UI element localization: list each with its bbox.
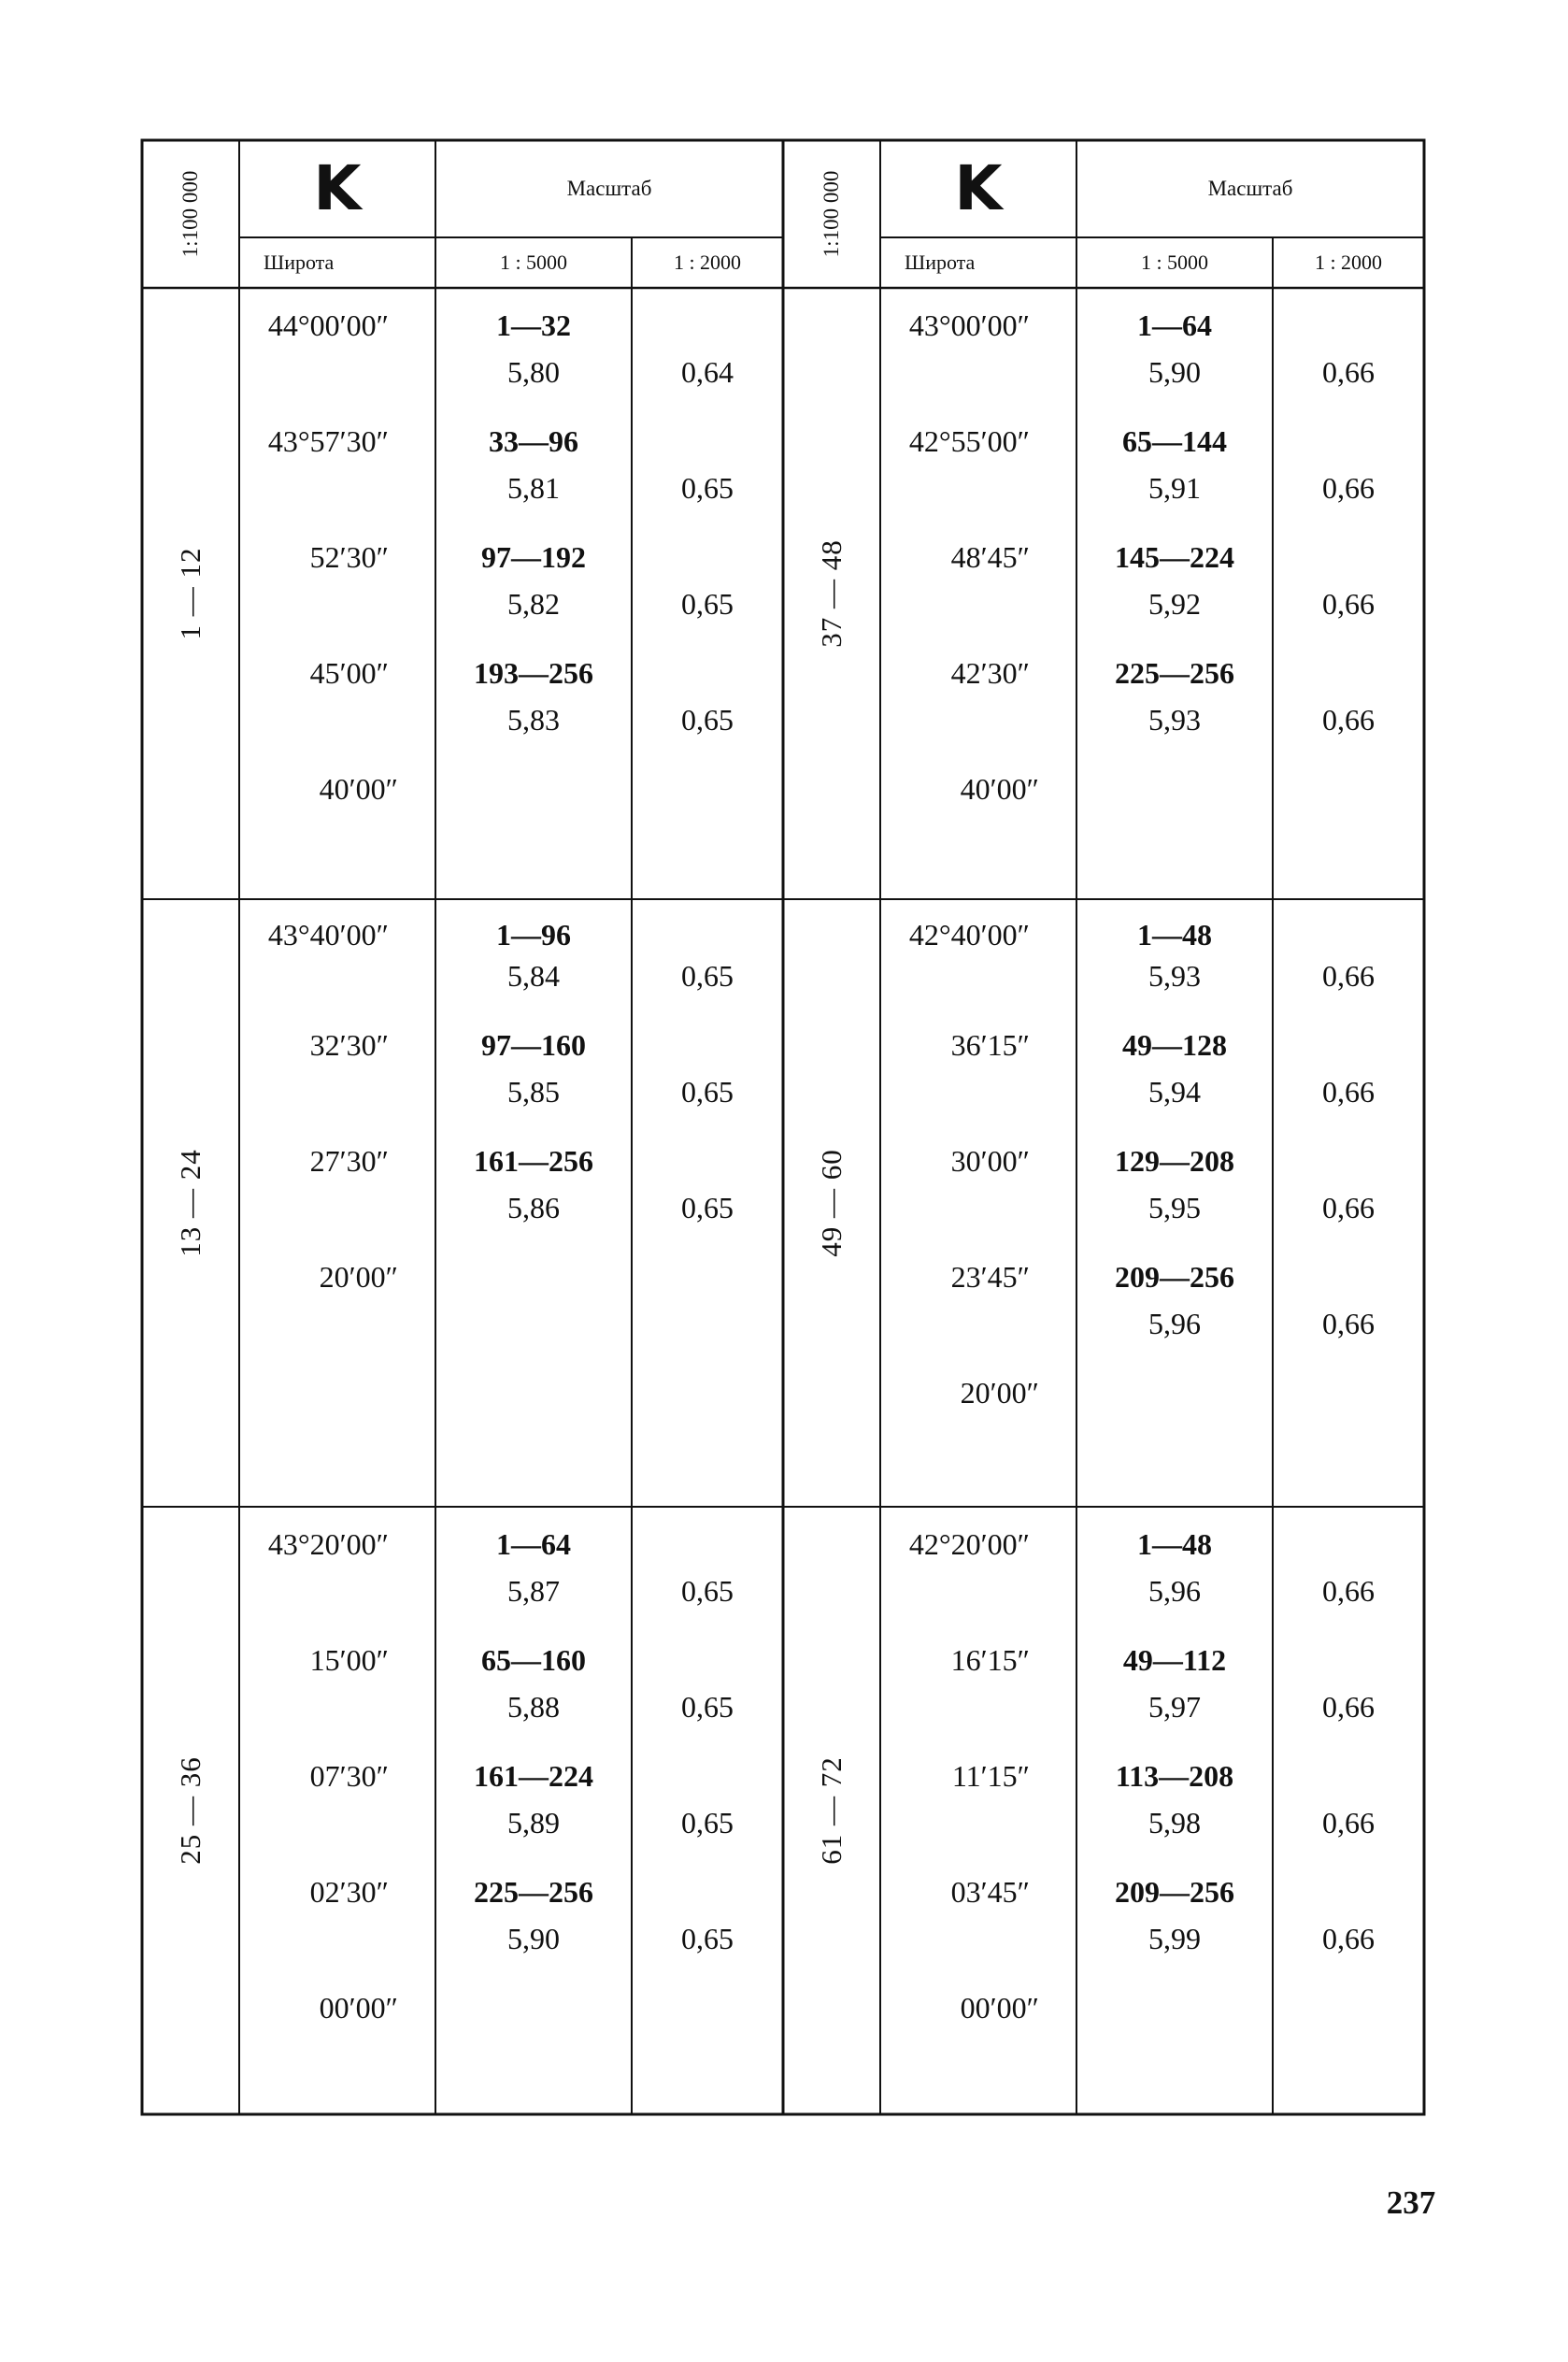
factor-5000: 5,83	[507, 703, 560, 737]
table-row	[239, 654, 783, 770]
factor-2000: 0,66	[1322, 1574, 1375, 1608]
sheet-range: 49—112	[1122, 1643, 1227, 1677]
band-label	[142, 1507, 239, 2114]
scale-100000-label: 1:100 000	[820, 170, 843, 258]
factor-2000: 0,66	[1322, 1075, 1375, 1109]
scale-2000-column-header: 1 : 2000	[1314, 251, 1383, 274]
factor-2000: 0,65	[681, 1806, 734, 1839]
factor-2000: 0,66	[1322, 1191, 1375, 1224]
sheet-range: 97—160	[481, 1028, 586, 1062]
sheet-range: 49—128	[1122, 1028, 1227, 1062]
page-number: 237	[1386, 2184, 1436, 2221]
band-label	[783, 899, 880, 1507]
sheet-range: 209—256	[1115, 1875, 1234, 1909]
sheet-range: 1—64	[496, 1527, 571, 1561]
factor-2000: 0,66	[1322, 1690, 1375, 1724]
band-label	[142, 899, 239, 1507]
factor-2000: 0,65	[681, 587, 734, 621]
factor-5000: 5,98	[1148, 1806, 1201, 1839]
band-label-text: 49 — 60	[815, 1149, 848, 1257]
sheet-range: 225—256	[474, 1875, 593, 1909]
table-row	[239, 422, 783, 538]
masshtab-heading: Масштаб	[1207, 177, 1293, 200]
latitude-value: 42°55′00″	[908, 424, 1030, 458]
factor-2000: 0,65	[681, 1191, 734, 1224]
sheet-range: 1—32	[496, 308, 571, 342]
latitude-value: 32′30″	[309, 1028, 389, 1062]
header-scale-100000	[142, 140, 239, 288]
latitude-value: 43°00′00″	[908, 308, 1030, 342]
table-row	[880, 654, 1424, 770]
band-label-text: 1 — 12	[174, 547, 207, 640]
sheet-range: 33—96	[489, 424, 578, 458]
table-row	[880, 1757, 1424, 1873]
factor-5000: 5,96	[1148, 1307, 1201, 1340]
table-row	[239, 1142, 783, 1258]
factor-5000: 5,95	[1148, 1191, 1201, 1224]
latitude-value: 02′30″	[309, 1875, 389, 1909]
scale-5000-column-header: 1 : 5000	[1140, 251, 1209, 274]
left-table-half	[142, 140, 783, 2114]
right-table-half	[783, 140, 1424, 2114]
band-label-text: 25 — 36	[174, 1756, 207, 1865]
band-label-text: 37 — 48	[815, 539, 848, 648]
latitude-value: 52′30″	[309, 540, 389, 574]
sheet-range: 113—208	[1115, 1759, 1234, 1793]
table-row	[239, 1641, 783, 1757]
band-label	[142, 288, 239, 899]
sheet-range: 65—144	[1122, 424, 1227, 458]
factor-5000: 5,86	[507, 1191, 560, 1224]
end-latitude-value: 20′00″	[319, 1260, 398, 1294]
latitude-column-header: Широта	[905, 251, 976, 274]
sheet-range: 1—48	[1137, 918, 1212, 952]
end-latitude	[880, 770, 1076, 808]
factor-2000: 0,66	[1322, 1806, 1375, 1839]
latitude-value: 15′00″	[309, 1643, 389, 1677]
latitude-value: 36′15″	[950, 1028, 1030, 1062]
band-label-text: 61 — 72	[815, 1756, 848, 1865]
factor-5000: 5,81	[507, 471, 560, 505]
table-row	[239, 307, 783, 422]
latitude-value: 11′15″	[951, 1759, 1030, 1793]
scale-100000-label: 1:100 000	[178, 170, 202, 258]
factor-2000: 0,66	[1322, 703, 1375, 737]
latitude-value: 44°00′00″	[267, 308, 389, 342]
factor-2000: 0,66	[1322, 355, 1375, 389]
factor-2000: 0,65	[681, 703, 734, 737]
sheet-letter: K	[954, 152, 1003, 224]
sheet-range: 161—256	[474, 1144, 593, 1178]
factor-2000: 0,66	[1322, 1922, 1375, 1955]
sheet-range: 97—192	[481, 540, 586, 574]
end-latitude	[880, 1989, 1076, 2026]
table-row	[880, 1641, 1424, 1757]
factor-2000: 0,66	[1322, 1307, 1375, 1340]
band-label-text: 13 — 24	[174, 1149, 207, 1257]
factor-5000: 5,90	[507, 1922, 560, 1955]
end-latitude	[239, 770, 435, 808]
scale-2000-column-header: 1 : 2000	[673, 251, 742, 274]
table-row	[239, 1757, 783, 1873]
factor-2000: 0,65	[681, 1574, 734, 1608]
end-latitude	[239, 1989, 435, 2026]
end-latitude-value: 40′00″	[319, 772, 398, 806]
table-row	[880, 422, 1424, 538]
factor-5000: 5,94	[1148, 1075, 1201, 1109]
sheet-range: 1—96	[496, 918, 571, 952]
sheet-letter: K	[313, 152, 362, 224]
latitude-value: 16′15″	[950, 1643, 1030, 1677]
table-row	[880, 307, 1424, 422]
band-61-72	[783, 1507, 1424, 2114]
factor-5000: 5,90	[1148, 355, 1201, 389]
sheet-range: 161—224	[474, 1759, 593, 1793]
table-row	[880, 1142, 1424, 1258]
factor-2000: 0,65	[681, 1075, 734, 1109]
factor-5000: 5,93	[1148, 703, 1201, 737]
masshtab-heading: Масштаб	[566, 177, 652, 200]
end-latitude-value: 20′00″	[960, 1376, 1039, 1410]
factor-5000: 5,82	[507, 587, 560, 621]
end-latitude-value: 40′00″	[960, 772, 1039, 806]
latitude-value: 43°57′30″	[267, 424, 389, 458]
factor-5000: 5,91	[1148, 471, 1201, 505]
sheet-range: 129—208	[1115, 1144, 1234, 1178]
sheet-range: 1—48	[1137, 1527, 1212, 1561]
latitude-value: 27′30″	[309, 1144, 389, 1178]
factor-5000: 5,80	[507, 355, 560, 389]
factor-5000: 5,93	[1148, 959, 1201, 993]
latitude-value: 48′45″	[950, 540, 1030, 574]
factor-2000: 0,65	[681, 471, 734, 505]
table-row	[880, 1258, 1424, 1374]
factor-2000: 0,66	[1322, 587, 1375, 621]
factor-5000: 5,88	[507, 1690, 560, 1724]
band-label	[783, 288, 880, 899]
band-label	[783, 1507, 880, 2114]
factor-5000: 5,97	[1148, 1690, 1201, 1724]
latitude-value: 23′45″	[950, 1260, 1030, 1294]
latitude-value: 43°40′00″	[267, 918, 389, 952]
factor-5000: 5,85	[507, 1075, 560, 1109]
table-row	[239, 1026, 783, 1142]
latitude-value: 42′30″	[950, 656, 1030, 690]
sheet-range: 193—256	[474, 656, 593, 690]
latitude-value: 07′30″	[309, 1759, 389, 1793]
band-37-48	[783, 288, 1424, 899]
end-latitude	[880, 1374, 1076, 1411]
band-49-60	[783, 899, 1424, 1507]
latitude-value: 45′00″	[309, 656, 389, 690]
band-1-12	[142, 288, 783, 899]
latitude-value: 42°20′00″	[908, 1527, 1030, 1561]
factor-2000: 0,65	[681, 1922, 734, 1955]
factor-5000: 5,84	[507, 959, 560, 993]
header-scale-100000	[783, 140, 880, 288]
table-row	[880, 1026, 1424, 1142]
table-row	[880, 916, 1424, 1032]
factor-5000: 5,99	[1148, 1922, 1201, 1955]
band-25-36	[142, 1507, 783, 2114]
scale-5000-column-header: 1 : 5000	[499, 251, 568, 274]
table-row	[239, 1525, 783, 1641]
band-13-24	[142, 899, 783, 1507]
latitude-value: 43°20′00″	[267, 1527, 389, 1561]
factor-5000: 5,92	[1148, 587, 1201, 621]
factor-2000: 0,66	[1322, 471, 1375, 505]
table-row	[239, 1873, 783, 1989]
table-row	[239, 916, 783, 1032]
latitude-value: 42°40′00″	[908, 918, 1030, 952]
factor-5000: 5,89	[507, 1806, 560, 1839]
table-row	[880, 1525, 1424, 1641]
factor-5000: 5,87	[507, 1574, 560, 1608]
sheet-range: 209—256	[1115, 1260, 1234, 1294]
end-latitude-value: 00′00″	[960, 1991, 1039, 2025]
factor-2000: 0,65	[681, 1690, 734, 1724]
end-latitude-value: 00′00″	[319, 1991, 398, 2025]
sheet-range: 225—256	[1115, 656, 1234, 690]
sheet-range: 65—160	[481, 1643, 586, 1677]
factor-5000: 5,96	[1148, 1574, 1201, 1608]
factor-2000: 0,65	[681, 959, 734, 993]
latitude-value: 30′00″	[950, 1144, 1030, 1178]
table-row	[880, 1873, 1424, 1989]
table-row	[880, 538, 1424, 654]
latitude-column-header: Широта	[264, 251, 335, 274]
table-row	[239, 538, 783, 654]
latitude-value: 03′45″	[950, 1875, 1030, 1909]
factor-2000: 0,66	[1322, 959, 1375, 993]
sheet-range: 145—224	[1115, 540, 1234, 574]
sheet-range: 1—64	[1137, 308, 1212, 342]
factor-2000: 0,64	[681, 355, 734, 389]
end-latitude	[239, 1258, 435, 1296]
